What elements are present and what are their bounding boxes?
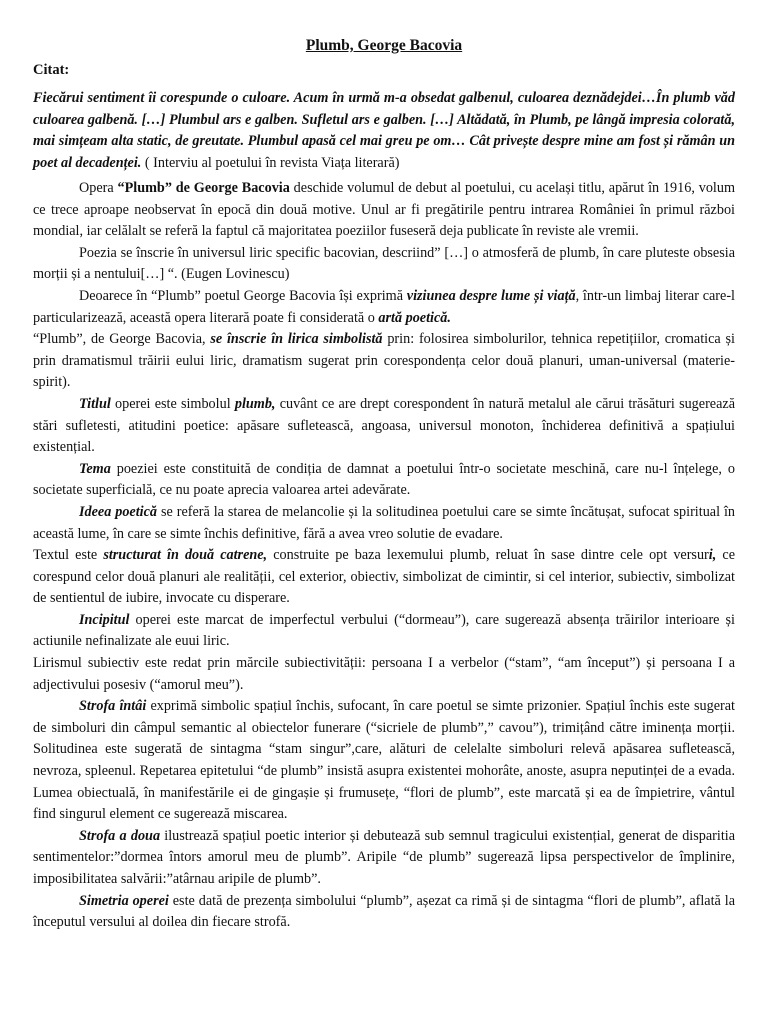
p4-text-a: “Plumb”, de George Bacovia,	[33, 331, 211, 348]
p4-text-emph: se înscrie în lirica simbolistă	[210, 331, 383, 348]
citat-label: Citat:	[33, 62, 70, 78]
p9-text-b: operei este marcat de imperfectul verbului (“dormeau”), care sugerează absența trăirilor interioare și actiunile nefinalizate ale euui liric.	[33, 611, 735, 650]
p1-text-c: deschide volumul de debut al poetului, cu același titlu, apărut în 1916, volum ce trece aproape neobservat în epocă din două motive. Unul ar fi pregătirile pentru intrarea României în primul război mondial, iar celălalt se referă la faptul că majoritatea poeziilor fuseseră deja publicate în reviste ale vremii.	[33, 180, 735, 240]
p3-text-a: Deoarece în “Plumb” poetul George Bacovia își exprimă	[79, 287, 407, 304]
p7-text-emph: Ideea poetică	[79, 503, 158, 520]
paragraph-strofa-1	[33, 696, 735, 826]
paragraph-lovinescu: Poezia se înscrie în universul liric specific bacovian, descriind” […] o atmosferă de plumb, în care pluteste obsesia morții și a nentului[…] “. (Eugen Lovinescu)	[33, 244, 735, 283]
paragraph-incipit	[33, 610, 735, 653]
p1-text-bold: “Plumb” de George Bacovia	[117, 180, 290, 196]
p6-text-b: poeziei este constituită de condiția de damnat a poetului într-o societate meschină, care nu-l înțelege, o societate superficială, ce nu poate aprecia valoarea artei adevărate.	[33, 460, 735, 499]
p9-text-emph: Incipitul	[79, 611, 130, 628]
p5-text-d: cuvânt ce are drept corespondent în natură metalul ale cărui trăsături sugerează stări sufletesti, atitudini poetice: apăsare sufletească, angoasa, universul monoton, închiderea definitivă a spațiului existențial.	[33, 395, 735, 456]
paragraph-intro	[33, 178, 735, 243]
p8-text-emph: structurat în două catrene,	[103, 547, 268, 564]
p4-text-c: prin: folosirea simbolurilor, tehnica repetițiilor, cromatica și prin dramatismul trăirii eului liric, dramatism sugerat prin corespondența celor două planuri, uman-universal (materie-spirit).	[33, 331, 735, 391]
p12-text-b: ilustrează spațiul poetic interior și debutează sub semnul tragicului existențial, generat de disparitia sentimentelor:”dormea întors amorul meu de plumb”. Aripile “de plumb” sugerează lipsa perspectivelor de împlinire, imposibilitatea salvării:”atârnau aripile de plumb”.	[33, 827, 736, 887]
paragraph-simbolism	[33, 329, 735, 394]
p6-text-emph: Tema	[79, 460, 111, 477]
paragraph-strofa-2	[33, 826, 735, 891]
p3-text-c: , într-un limbaj literar care-l particularizează, această opera literară poate fi considerată o	[33, 287, 735, 326]
p3-text-emph: viziunea despre lume și viață	[406, 287, 576, 304]
paragraph-tema	[33, 459, 735, 502]
quote-text: Fiecărui sentiment îi corespunde o culoare. Acum în urmă m-a obsedat galbenul, culoarea deznădejdei…În plumb văd culoarea galbenă. […] Plumbul ars e galben. Sufletul ars e galben. […] Altădată, în Plumb, pe lângă impresia colorată, mai simțeam alta static, de greutate. Plumbul apasă cel mai greu pe om… Cât privește despre mine am fost și rămân un poet al decadenței.	[33, 90, 735, 171]
p11-text-b: exprimă simbolic spațiul închis, sufocant, în care poetul se simte prizonier. Spațiul închis este sugerat de simboluri din câmpul semantic al obiectelor funerare (“sicriele de plumb”,” cavou”), trimițând către iminența morții. Solitudinea este sugerată de sintagma “stam singur”,care, alături de celelalte simboluri relevă apăsarea sufletească, nevroza, spleenul. Repetarea epitetului “de plumb” insistă asupra existentei mohorâte, anoste, asupra neputinței de a evada. Lumea obiectuală, în manifestările ei de gingașie și frumusețe, “flori de plumb”, este marcată și ea de împietrire, vântul find singurul element ce sugerează miscarea.	[33, 698, 736, 823]
p5-text-b: operei este simbolul	[110, 395, 235, 412]
p1-text-a: Opera	[79, 180, 118, 196]
quote-block	[33, 88, 735, 174]
p5-text-emph2: plumb,	[234, 395, 276, 412]
p13-text-b: este dată de prezența simbolului “plumb”, așezat ca rimă și de sintagma “flori de plumb”, aflată la începutul versului al doilea din fiecare strofă.	[33, 892, 735, 931]
p8-text-c: construite pe baza lexemului plumb, reluat în sase dintre cele opt versur	[267, 547, 709, 564]
paragraph-ideea	[33, 502, 735, 545]
document-title: Plumb, George Bacovia	[305, 37, 463, 54]
paragraph-simetria	[33, 891, 735, 934]
p12-text-emph: Strofa a doua	[79, 827, 161, 844]
p8-text-e: ce corespund celor două planuri ale realității, cel exterior, obiectiv, simbolizat de cimintir, si cel interior, subiectiv, simbolizat de sentientul de iubire, invocate cu disperare.	[33, 547, 735, 607]
p8-text-emph2: i,	[708, 547, 717, 564]
p8-text-a: Textul este	[33, 547, 104, 564]
paragraph-lirism: Lirismul subiectiv este redat prin mărcile subiectivității: persoana I a verbelor (“stam”, “am început”) și persoana I a adjectivului posesiv (“amorul meu”).	[33, 655, 735, 693]
paragraph-structura	[33, 545, 735, 610]
p13-text-emph: Simetria operei	[79, 892, 169, 909]
p3-text-emph2: artă poetică.	[378, 309, 451, 326]
p7-text-b: se referă la starea de melancolie și la solitudinea poetului care se simte încătușat, sufocat spiritual în această lume, în care se simte închis definitive, fără a avea vreo solutie de evadare.	[33, 503, 736, 542]
quote-source: ( Interviu al poetului în revista Viața literară)	[141, 154, 400, 171]
paragraph-arta-poetica	[33, 286, 735, 329]
p5-text-emph: Titlul	[79, 395, 111, 412]
paragraph-titlul	[33, 394, 735, 459]
p11-text-emph: Strofa întâi	[79, 698, 147, 715]
